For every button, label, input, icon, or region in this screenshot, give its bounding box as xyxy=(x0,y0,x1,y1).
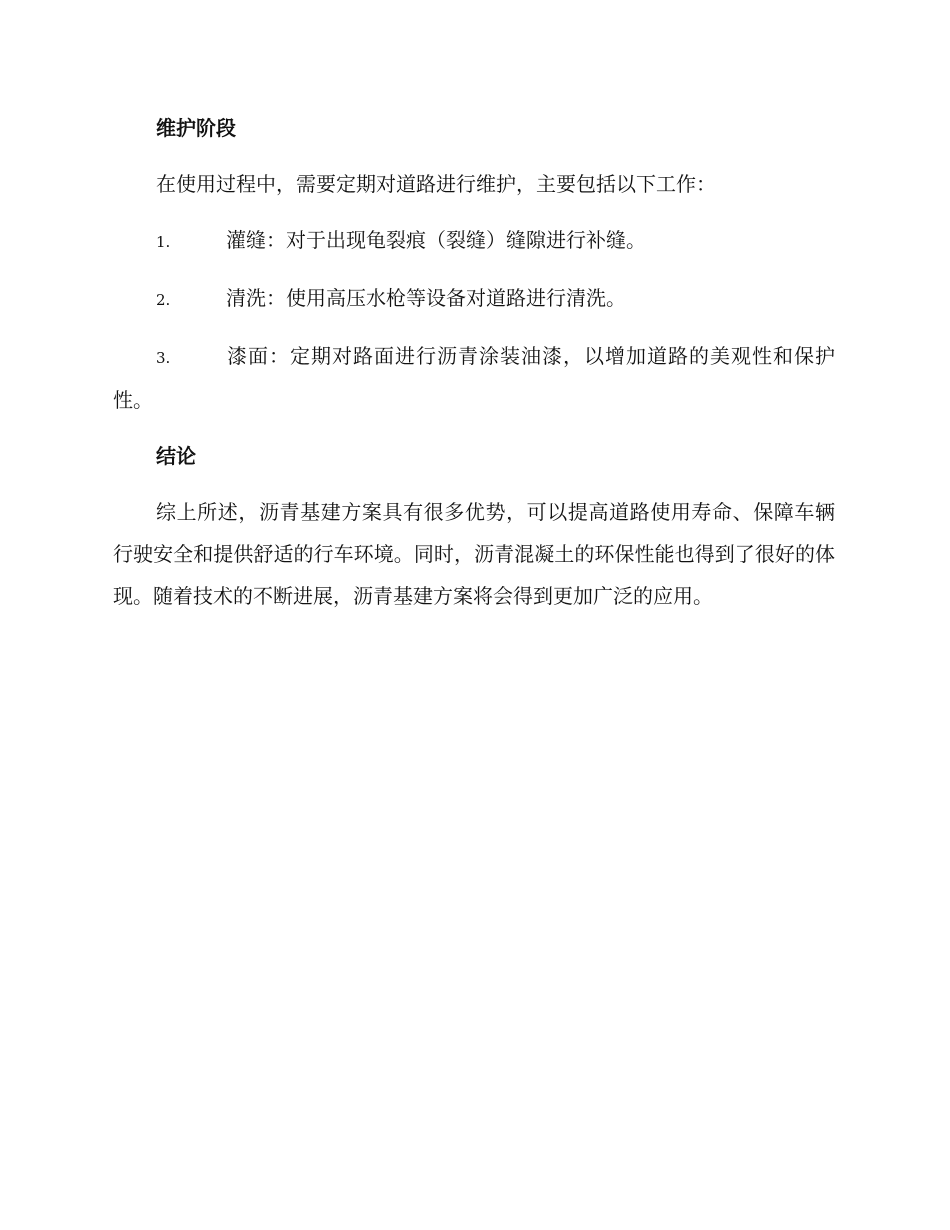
list-item-number: 1. xyxy=(156,233,171,251)
maintenance-intro: 在使用过程中，需要定期对道路进行维护，主要包括以下工作： xyxy=(156,172,716,196)
list-item xyxy=(113,219,835,263)
list-item xyxy=(113,277,835,321)
list-item-text: 灌缝：对于出现龟裂痕（裂缝）缝隙进行补缝。 xyxy=(226,228,646,252)
spacer xyxy=(113,149,835,163)
list-item-number: 2. xyxy=(156,291,171,309)
list-item xyxy=(113,335,835,421)
spacer xyxy=(113,321,835,335)
section-heading-conclusion: 结论 xyxy=(156,444,196,468)
list-item-number: 3. xyxy=(156,349,171,367)
spacer xyxy=(113,477,835,491)
spacer xyxy=(113,421,835,435)
spacer xyxy=(113,263,835,277)
section-heading-maintenance: 维护阶段 xyxy=(156,116,236,140)
list-item-text: 清洗：使用高压水枪等设备对道路进行清洗。 xyxy=(226,286,626,310)
list-item-text: 漆面：定期对路面进行沥青涂装油漆，以增加道路的美观性和保护性。 xyxy=(113,344,835,412)
document-content xyxy=(113,107,835,617)
conclusion-body: 综上所述，沥青基建方案具有很多优势，可以提高道路使用寿命、保障车辆行驶安全和提供舒适的行车环境。同时，沥青混凝土的环保性能也得到了很好的体现。随着技术的不断进展，沥青基建方案将会得到更加广泛的应用。 xyxy=(113,500,835,608)
spacer xyxy=(113,205,835,219)
